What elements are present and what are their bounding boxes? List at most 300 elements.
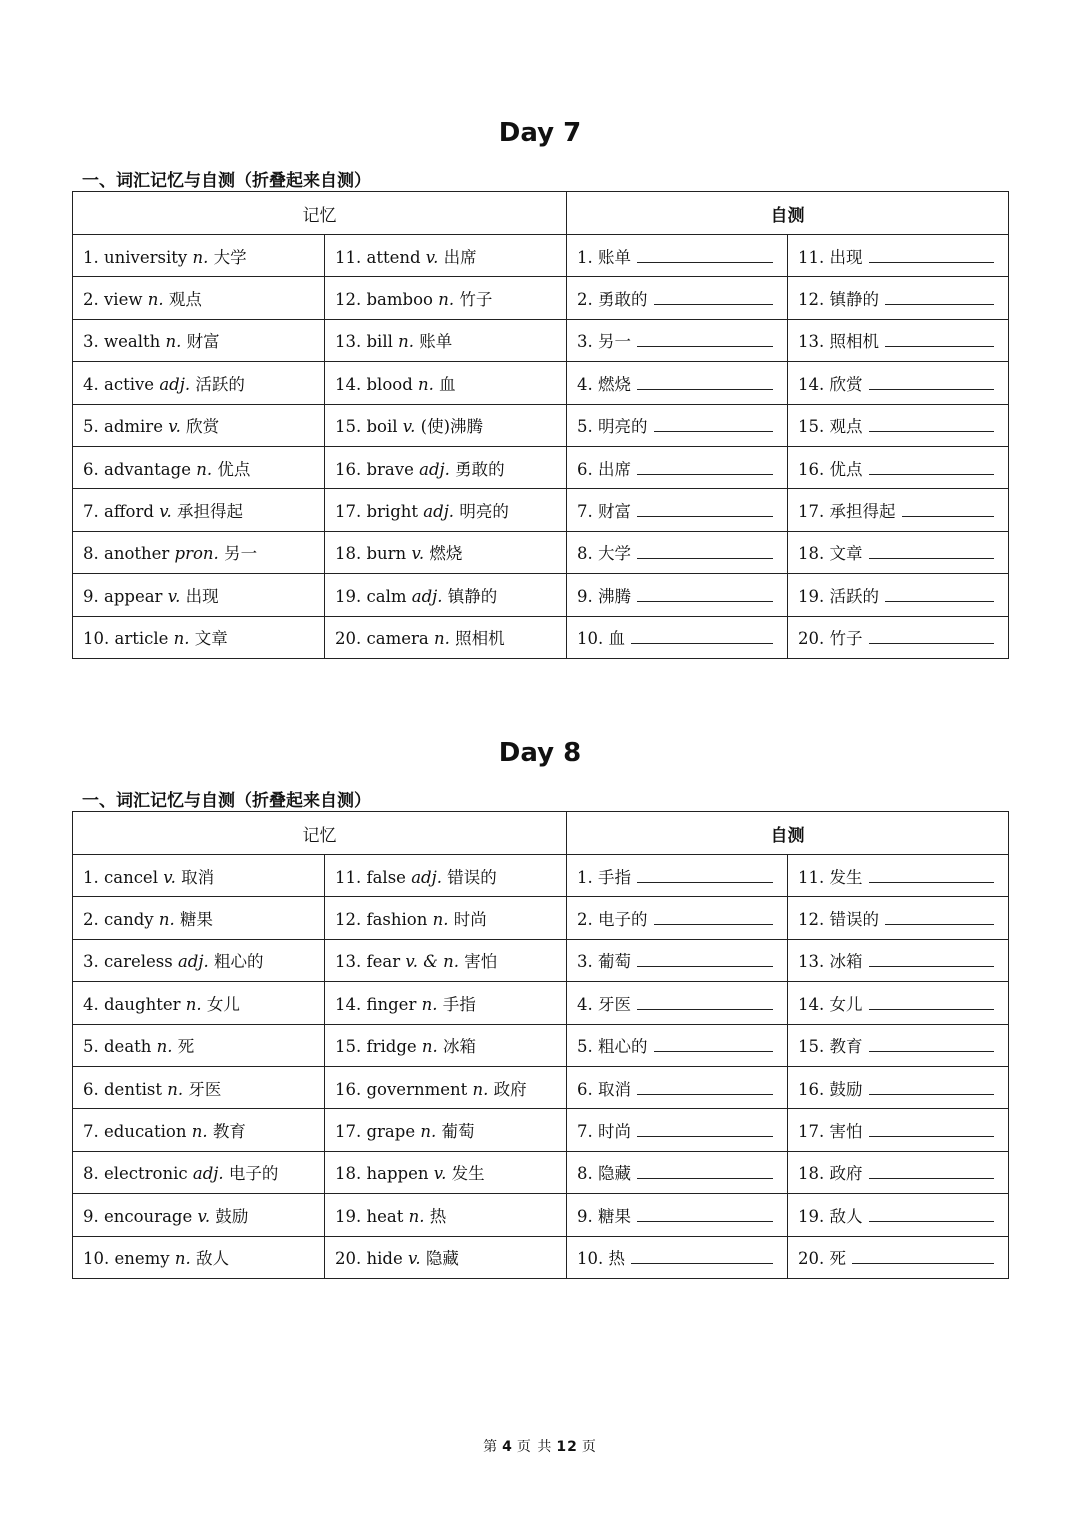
memory-cell bbox=[325, 939, 567, 981]
vocab-word: 20. hide bbox=[335, 1249, 403, 1269]
part-of-speech: v. bbox=[402, 417, 416, 437]
table-row bbox=[73, 277, 1009, 319]
table-row bbox=[73, 446, 1009, 488]
answer-blank[interactable] bbox=[637, 1080, 773, 1095]
memory-cell bbox=[325, 574, 567, 616]
test-cell bbox=[567, 1024, 788, 1066]
vocab-meaning: 竹子 bbox=[459, 290, 493, 310]
vocab-word: 8. another bbox=[83, 544, 170, 564]
test-prompt: 1. 手指 bbox=[577, 867, 631, 887]
memory-cell bbox=[73, 574, 325, 616]
part-of-speech: n. bbox=[192, 247, 209, 267]
answer-blank[interactable] bbox=[637, 460, 773, 475]
vocab-word: 2. candy bbox=[83, 910, 154, 930]
test-cell bbox=[567, 489, 788, 531]
answer-blank[interactable] bbox=[885, 910, 994, 925]
test-prompt: 17. 承担得起 bbox=[798, 502, 896, 522]
vocab-table bbox=[72, 811, 1009, 1279]
part-of-speech: n. bbox=[185, 994, 202, 1014]
vocab-word: 12. fashion bbox=[335, 910, 428, 930]
vocab-word: 4. daughter bbox=[83, 994, 181, 1014]
vocab-meaning: 热 bbox=[429, 1206, 447, 1226]
vocab-word: 19. calm bbox=[335, 586, 407, 606]
part-of-speech: pron. bbox=[174, 544, 219, 564]
test-cell bbox=[788, 1109, 1009, 1151]
table-row bbox=[73, 531, 1009, 573]
test-cell bbox=[788, 531, 1009, 573]
test-cell bbox=[788, 1151, 1009, 1193]
part-of-speech: v. bbox=[411, 544, 425, 564]
answer-blank[interactable] bbox=[869, 1122, 994, 1137]
test-cell bbox=[567, 897, 788, 939]
test-prompt: 10. 热 bbox=[577, 1249, 625, 1269]
vocab-meaning: 发生 bbox=[451, 1164, 485, 1184]
vocab-meaning: 教育 bbox=[212, 1122, 246, 1142]
test-prompt: 12. 错误的 bbox=[798, 910, 879, 930]
test-cell bbox=[788, 404, 1009, 446]
vocab-meaning: 手指 bbox=[442, 994, 476, 1014]
part-of-speech: n. bbox=[433, 629, 450, 649]
vocab-word: 6. advantage bbox=[83, 459, 191, 479]
vocab-meaning: 另一 bbox=[224, 544, 258, 564]
answer-blank[interactable] bbox=[902, 502, 994, 517]
vocab-word: 8. electronic bbox=[83, 1164, 188, 1184]
memory-cell bbox=[73, 897, 325, 939]
test-prompt: 8. 隐藏 bbox=[577, 1164, 631, 1184]
part-of-speech: adj. bbox=[177, 952, 209, 972]
memory-cell bbox=[325, 446, 567, 488]
memory-cell bbox=[73, 319, 325, 361]
table-row bbox=[73, 1194, 1009, 1236]
memory-cell bbox=[73, 1109, 325, 1151]
vocab-word: 17. bright bbox=[335, 502, 419, 522]
part-of-speech: n. bbox=[191, 1122, 208, 1142]
answer-blank[interactable] bbox=[654, 417, 773, 432]
part-of-speech: n. bbox=[420, 1122, 437, 1142]
part-of-speech: v. bbox=[163, 867, 176, 887]
table-row bbox=[73, 235, 1009, 277]
part-of-speech: n. bbox=[408, 1206, 425, 1226]
part-of-speech: v. bbox=[407, 1249, 421, 1269]
test-cell bbox=[567, 982, 788, 1024]
vocab-word: 7. education bbox=[83, 1122, 187, 1142]
table-row bbox=[73, 1024, 1009, 1066]
test-prompt: 13. 冰箱 bbox=[798, 952, 863, 972]
answer-blank[interactable] bbox=[654, 910, 773, 925]
memory-cell bbox=[73, 446, 325, 488]
part-of-speech: n. bbox=[472, 1079, 489, 1099]
footer-page-number: 4 bbox=[502, 1439, 513, 1455]
answer-blank[interactable] bbox=[869, 995, 994, 1010]
test-prompt: 18. 政府 bbox=[798, 1164, 863, 1184]
answer-blank[interactable] bbox=[637, 1207, 773, 1222]
answer-blank[interactable] bbox=[869, 248, 994, 263]
vocab-word: 15. fridge bbox=[335, 1037, 417, 1057]
test-cell bbox=[567, 939, 788, 981]
test-cell bbox=[567, 574, 788, 616]
memory-header: 记忆 bbox=[73, 192, 567, 235]
vocab-word: 17. grape bbox=[335, 1122, 416, 1142]
memory-cell bbox=[325, 1109, 567, 1151]
test-cell bbox=[567, 277, 788, 319]
test-cell bbox=[788, 1024, 1009, 1066]
test-header: 自测 bbox=[567, 192, 1009, 235]
test-cell bbox=[567, 362, 788, 404]
memory-cell bbox=[325, 319, 567, 361]
table-row bbox=[73, 939, 1009, 981]
test-cell bbox=[788, 446, 1009, 488]
test-prompt: 5. 粗心的 bbox=[577, 1037, 648, 1057]
memory-cell bbox=[73, 939, 325, 981]
table-row bbox=[73, 982, 1009, 1024]
part-of-speech: adj. bbox=[423, 502, 455, 522]
vocab-meaning: 明亮的 bbox=[459, 502, 509, 522]
test-cell bbox=[567, 446, 788, 488]
table-row bbox=[73, 1066, 1009, 1108]
test-prompt: 19. 敌人 bbox=[798, 1206, 863, 1226]
vocab-word: 19. heat bbox=[335, 1206, 404, 1226]
test-cell bbox=[567, 404, 788, 446]
test-cell bbox=[788, 1066, 1009, 1108]
test-prompt: 20. 死 bbox=[798, 1249, 846, 1269]
memory-cell bbox=[73, 1194, 325, 1236]
day-title: Day 8 bbox=[498, 738, 582, 768]
test-prompt: 11. 出现 bbox=[798, 247, 863, 267]
test-cell bbox=[788, 616, 1009, 658]
answer-blank[interactable] bbox=[869, 460, 994, 475]
part-of-speech: n. bbox=[156, 1037, 173, 1057]
vocab-word: 4. active bbox=[83, 374, 155, 394]
day-title: Day 7 bbox=[498, 118, 582, 148]
part-of-speech: n. bbox=[421, 994, 438, 1014]
part-of-speech: n. bbox=[167, 1079, 184, 1099]
vocab-meaning: 冰箱 bbox=[443, 1037, 477, 1057]
vocab-word: 11. false bbox=[335, 867, 406, 887]
test-cell bbox=[567, 616, 788, 658]
test-cell bbox=[567, 1194, 788, 1236]
answer-blank[interactable] bbox=[869, 544, 994, 559]
part-of-speech: n. bbox=[438, 290, 455, 310]
test-prompt: 2. 电子的 bbox=[577, 910, 648, 930]
test-cell bbox=[567, 1236, 788, 1278]
test-prompt: 17. 害怕 bbox=[798, 1122, 863, 1142]
vocab-word: 3. careless bbox=[83, 952, 173, 972]
answer-blank[interactable] bbox=[637, 1122, 773, 1137]
vocab-meaning: 取消 bbox=[181, 867, 215, 887]
vocab-word: 5. death bbox=[83, 1037, 152, 1057]
vocab-word: 18. burn bbox=[335, 544, 407, 564]
vocab-word: 10. enemy bbox=[83, 1249, 170, 1269]
vocab-word: 3. wealth bbox=[83, 332, 161, 352]
vocab-word: 16. government bbox=[335, 1079, 468, 1099]
memory-cell bbox=[73, 1024, 325, 1066]
test-prompt: 12. 镇静的 bbox=[798, 290, 879, 310]
test-prompt: 16. 优点 bbox=[798, 459, 863, 479]
part-of-speech: adj. bbox=[411, 586, 443, 606]
vocab-word: 15. boil bbox=[335, 417, 398, 437]
test-prompt: 20. 竹子 bbox=[798, 629, 863, 649]
answer-blank[interactable] bbox=[637, 544, 773, 559]
answer-blank[interactable] bbox=[631, 629, 773, 644]
test-prompt: 9. 糖果 bbox=[577, 1206, 631, 1226]
vocab-meaning: (使)沸腾 bbox=[420, 417, 484, 437]
memory-cell bbox=[73, 404, 325, 446]
memory-cell bbox=[325, 982, 567, 1024]
table-row bbox=[73, 1109, 1009, 1151]
test-cell bbox=[788, 277, 1009, 319]
part-of-speech: n. bbox=[418, 374, 434, 394]
memory-cell bbox=[73, 531, 325, 573]
vocab-word: 14. finger bbox=[335, 994, 417, 1014]
vocab-meaning: 糖果 bbox=[179, 910, 213, 930]
memory-cell bbox=[73, 235, 325, 277]
memory-cell bbox=[325, 362, 567, 404]
footer-middle: 页 共 bbox=[516, 1439, 553, 1455]
vocab-word: 1. cancel bbox=[83, 867, 158, 887]
table-row bbox=[73, 616, 1009, 658]
vocab-meaning: 照相机 bbox=[455, 629, 505, 649]
vocab-meaning: 敌人 bbox=[195, 1249, 229, 1269]
vocab-meaning: 女儿 bbox=[206, 994, 240, 1014]
answer-blank[interactable] bbox=[637, 587, 773, 602]
test-cell bbox=[788, 1236, 1009, 1278]
vocab-meaning: 活跃的 bbox=[195, 374, 245, 394]
table-row bbox=[73, 362, 1009, 404]
memory-cell bbox=[73, 855, 325, 897]
vocab-meaning: 牙医 bbox=[188, 1079, 222, 1099]
vocab-word: 7. afford bbox=[83, 502, 154, 522]
footer-page-total: 12 bbox=[556, 1439, 578, 1455]
table-row bbox=[73, 1236, 1009, 1278]
vocab-word: 11. attend bbox=[335, 247, 421, 267]
answer-blank[interactable] bbox=[869, 1037, 994, 1052]
test-cell bbox=[567, 1066, 788, 1108]
answer-blank[interactable] bbox=[637, 868, 773, 883]
test-prompt: 4. 牙医 bbox=[577, 994, 631, 1014]
test-prompt: 19. 活跃的 bbox=[798, 586, 879, 606]
memory-cell bbox=[325, 1151, 567, 1193]
memory-header: 记忆 bbox=[73, 812, 567, 855]
table-row bbox=[73, 404, 1009, 446]
vocab-meaning: 鼓励 bbox=[215, 1206, 249, 1226]
test-prompt: 1. 账单 bbox=[577, 247, 631, 267]
memory-cell bbox=[73, 1151, 325, 1193]
answer-blank[interactable] bbox=[637, 332, 773, 347]
vocab-meaning: 错误的 bbox=[447, 867, 497, 887]
memory-cell bbox=[325, 404, 567, 446]
vocab-meaning: 镇静的 bbox=[447, 586, 498, 606]
part-of-speech: n. bbox=[173, 629, 190, 649]
vocab-meaning: 燃烧 bbox=[429, 544, 463, 564]
memory-cell bbox=[325, 489, 567, 531]
test-prompt: 3. 葡萄 bbox=[577, 952, 631, 972]
vocab-word: 13. fear bbox=[335, 952, 401, 972]
part-of-speech: n. bbox=[398, 332, 415, 352]
answer-blank[interactable] bbox=[885, 290, 994, 305]
answer-blank[interactable] bbox=[869, 952, 994, 967]
memory-cell bbox=[325, 897, 567, 939]
answer-blank[interactable] bbox=[637, 952, 773, 967]
test-prompt: 6. 出席 bbox=[577, 459, 631, 479]
test-prompt: 13. 照相机 bbox=[798, 332, 879, 352]
answer-blank[interactable] bbox=[654, 1037, 773, 1052]
test-prompt: 2. 勇敢的 bbox=[577, 290, 648, 310]
test-cell bbox=[567, 1109, 788, 1151]
vocab-meaning: 粗心的 bbox=[213, 952, 264, 972]
part-of-speech: n. bbox=[147, 290, 164, 310]
answer-blank[interactable] bbox=[637, 375, 773, 390]
table-row bbox=[73, 897, 1009, 939]
test-prompt: 15. 观点 bbox=[798, 417, 863, 437]
answer-blank[interactable] bbox=[631, 1249, 773, 1264]
test-prompt: 5. 明亮的 bbox=[577, 417, 648, 437]
vocab-meaning: 害怕 bbox=[464, 952, 498, 972]
part-of-speech: v. bbox=[197, 1206, 211, 1226]
part-of-speech: n. bbox=[196, 459, 213, 479]
answer-blank[interactable] bbox=[869, 417, 994, 432]
vocab-meaning: 电子的 bbox=[228, 1164, 279, 1184]
vocab-meaning: 观点 bbox=[168, 290, 202, 310]
memory-cell bbox=[325, 235, 567, 277]
answer-blank[interactable] bbox=[637, 995, 773, 1010]
test-cell bbox=[788, 982, 1009, 1024]
memory-cell bbox=[325, 277, 567, 319]
vocab-meaning: 政府 bbox=[493, 1079, 527, 1099]
footer-suffix: 页 bbox=[581, 1439, 597, 1455]
vocab-meaning: 财富 bbox=[186, 332, 220, 352]
answer-blank[interactable] bbox=[654, 290, 773, 305]
part-of-speech: n. bbox=[174, 1249, 191, 1269]
answer-blank[interactable] bbox=[869, 1207, 994, 1222]
vocab-meaning: 承担得起 bbox=[177, 502, 244, 522]
memory-cell bbox=[73, 489, 325, 531]
part-of-speech: n. bbox=[158, 910, 175, 930]
vocab-meaning: 文章 bbox=[194, 629, 228, 649]
test-cell bbox=[788, 362, 1009, 404]
vocab-meaning: 出现 bbox=[185, 586, 219, 606]
part-of-speech: adj. bbox=[411, 867, 442, 887]
part-of-speech: adj. bbox=[419, 459, 450, 479]
test-prompt: 3. 另一 bbox=[577, 332, 631, 352]
test-prompt: 10. 血 bbox=[577, 629, 625, 649]
table-row bbox=[73, 855, 1009, 897]
memory-cell bbox=[325, 855, 567, 897]
test-prompt: 4. 燃烧 bbox=[577, 374, 631, 394]
answer-blank[interactable] bbox=[852, 1249, 994, 1264]
vocab-meaning: 勇敢的 bbox=[455, 459, 505, 479]
vocab-word: 10. article bbox=[83, 629, 169, 649]
vocab-word: 5. admire bbox=[83, 417, 163, 437]
answer-blank[interactable] bbox=[637, 1164, 773, 1179]
vocab-word: 6. dentist bbox=[83, 1079, 162, 1099]
memory-cell bbox=[73, 277, 325, 319]
test-cell bbox=[788, 855, 1009, 897]
test-prompt: 8. 大学 bbox=[577, 544, 631, 564]
test-cell bbox=[567, 235, 788, 277]
test-cell bbox=[567, 531, 788, 573]
part-of-speech: n. bbox=[421, 1037, 438, 1057]
part-of-speech: adj. bbox=[192, 1164, 224, 1184]
test-cell bbox=[788, 939, 1009, 981]
test-prompt: 14. 女儿 bbox=[798, 994, 863, 1014]
part-of-speech: v. bbox=[167, 586, 181, 606]
test-prompt: 15. 教育 bbox=[798, 1037, 863, 1057]
memory-cell bbox=[325, 1236, 567, 1278]
vocab-word: 20. camera bbox=[335, 629, 429, 649]
vocab-meaning: 时尚 bbox=[453, 910, 487, 930]
memory-cell bbox=[325, 1194, 567, 1236]
vocab-word: 16. brave bbox=[335, 459, 414, 479]
answer-blank[interactable] bbox=[869, 1164, 994, 1179]
test-cell bbox=[567, 855, 788, 897]
answer-blank[interactable] bbox=[869, 868, 994, 883]
vocab-word: 14. blood bbox=[335, 374, 413, 394]
footer-prefix: 第 bbox=[483, 1439, 499, 1455]
test-cell bbox=[788, 235, 1009, 277]
test-prompt: 14. 欣赏 bbox=[798, 374, 863, 394]
memory-cell bbox=[73, 1236, 325, 1278]
vocab-meaning: 葡萄 bbox=[441, 1122, 475, 1142]
part-of-speech: v. bbox=[433, 1164, 447, 1184]
vocab-word: 9. encourage bbox=[83, 1206, 193, 1226]
part-of-speech: n. bbox=[165, 332, 182, 352]
test-header: 自测 bbox=[567, 812, 1009, 855]
vocab-word: 1. university bbox=[83, 247, 188, 267]
memory-cell bbox=[73, 616, 325, 658]
part-of-speech: n. bbox=[432, 910, 449, 930]
part-of-speech: adj. bbox=[159, 374, 191, 394]
part-of-speech: v. & n. bbox=[405, 952, 460, 972]
vocab-word: 2. view bbox=[83, 290, 143, 310]
memory-cell bbox=[325, 1024, 567, 1066]
vocab-meaning: 优点 bbox=[217, 459, 251, 479]
test-cell bbox=[788, 1194, 1009, 1236]
section-title: 一、词汇记忆与自测（折叠起来自测） bbox=[82, 171, 371, 191]
answer-blank[interactable] bbox=[869, 629, 994, 644]
table-row bbox=[73, 319, 1009, 361]
vocab-word: 18. happen bbox=[335, 1164, 429, 1184]
answer-blank[interactable] bbox=[885, 587, 994, 602]
answer-blank[interactable] bbox=[869, 1080, 994, 1095]
test-prompt: 9. 沸腾 bbox=[577, 586, 631, 606]
vocab-meaning: 死 bbox=[177, 1037, 195, 1057]
memory-cell bbox=[73, 1066, 325, 1108]
table-row bbox=[73, 1151, 1009, 1193]
memory-cell bbox=[325, 1066, 567, 1108]
test-cell bbox=[788, 574, 1009, 616]
vocab-table bbox=[72, 191, 1009, 659]
answer-blank[interactable] bbox=[637, 502, 773, 517]
memory-cell bbox=[73, 362, 325, 404]
test-prompt: 7. 时尚 bbox=[577, 1122, 631, 1142]
answer-blank[interactable] bbox=[869, 375, 994, 390]
vocab-meaning: 出席 bbox=[443, 247, 477, 267]
answer-blank[interactable] bbox=[885, 332, 994, 347]
test-prompt: 18. 文章 bbox=[798, 544, 863, 564]
vocab-meaning: 大学 bbox=[213, 247, 247, 267]
section-title: 一、词汇记忆与自测（折叠起来自测） bbox=[82, 791, 371, 811]
test-cell bbox=[788, 319, 1009, 361]
test-prompt: 7. 财富 bbox=[577, 502, 631, 522]
vocab-meaning: 欣赏 bbox=[186, 417, 220, 437]
vocab-word: 13. bill bbox=[335, 332, 393, 352]
vocab-meaning: 血 bbox=[439, 374, 456, 394]
table-row bbox=[73, 489, 1009, 531]
answer-blank[interactable] bbox=[637, 248, 773, 263]
test-cell bbox=[788, 489, 1009, 531]
memory-cell bbox=[325, 616, 567, 658]
test-prompt: 16. 鼓励 bbox=[798, 1079, 863, 1099]
